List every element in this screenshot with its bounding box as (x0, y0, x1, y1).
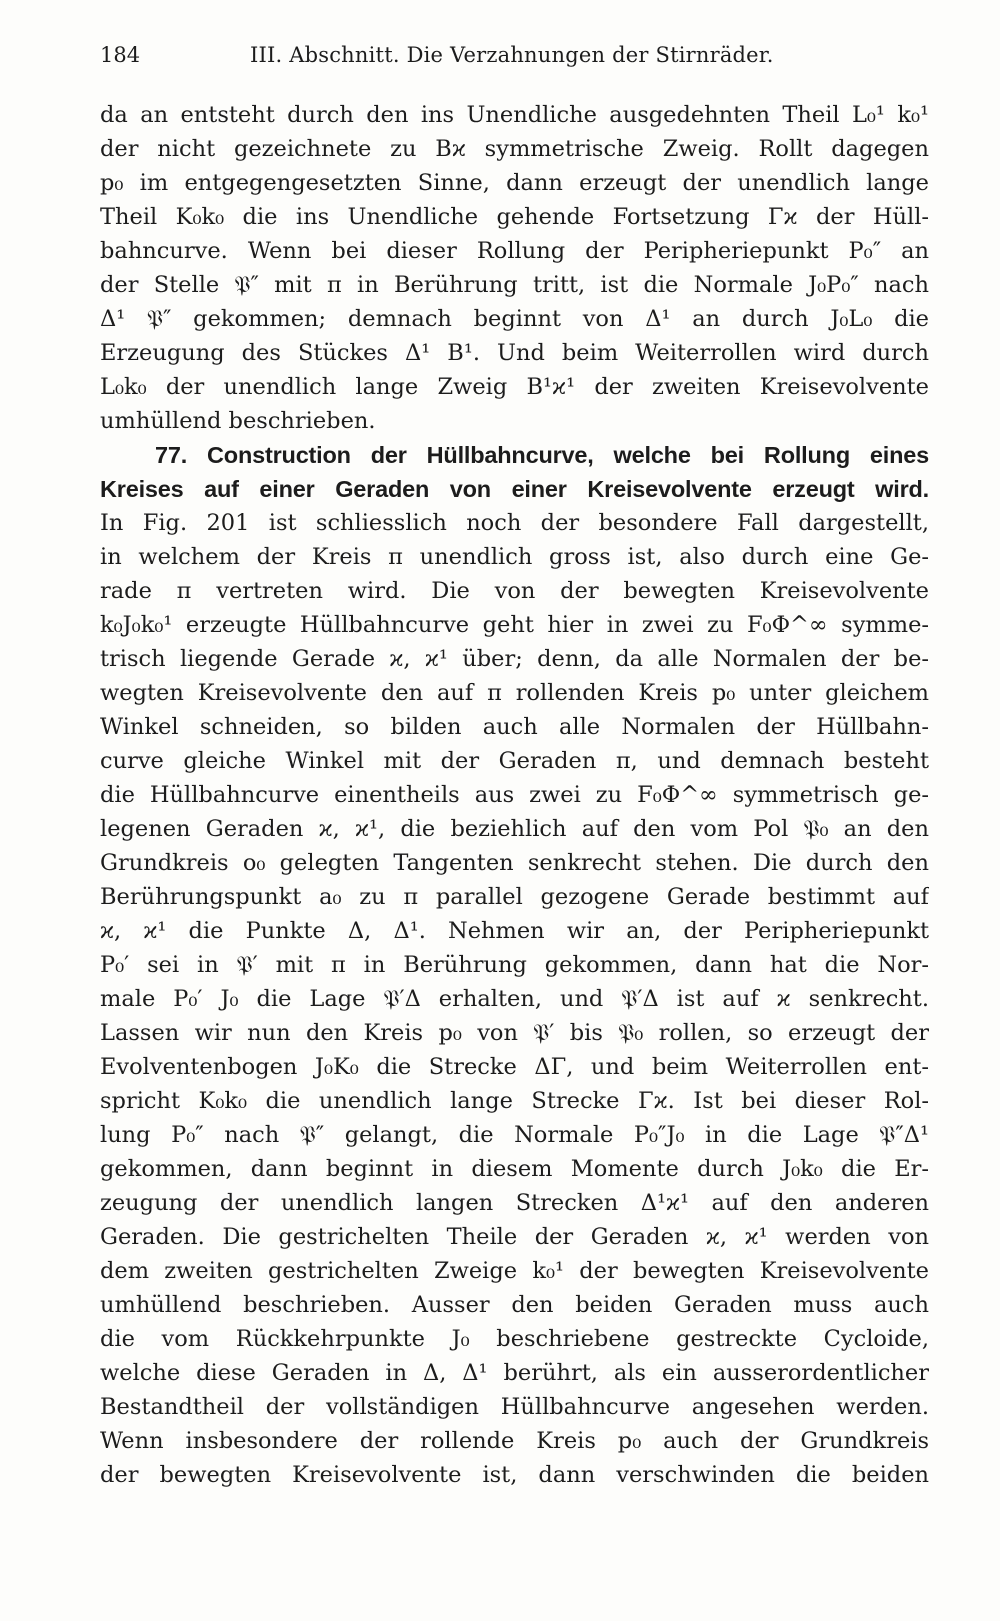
text-line: der bewegten Kreisevolvente ist, dann verschwinden die beiden (100, 1462, 929, 1488)
text-line: k₀J₀k₀¹ erzeugte Hüllbahncurve geht hier in zwei zu F₀Φ^∞ symme- (100, 612, 929, 638)
text-line: die vom Rückkehrpunkte J₀ beschriebene gestreckte Cycloide, (100, 1326, 929, 1352)
text-line: Winkel schneiden, so bilden auch alle Normalen der Hüllbahn- (100, 714, 929, 740)
text-line: Geraden. Die gestrichelten Theile der Geraden ϰ, ϰ¹ werden von (100, 1224, 929, 1250)
text-line: die Hüllbahncurve einentheils aus zwei zu F₀Φ^∞ symmetrisch ge- (100, 782, 929, 808)
section-title-text: Construction der Hüllbahncurve, welche bei Rollung eines (207, 442, 929, 468)
text-line: Evolventenbogen J₀K₀ die Strecke ΔΓ, und beim Weiterrollen ent- (100, 1054, 929, 1080)
text-body (100, 98, 929, 1492)
text-line: zeugung der unendlich langen Strecken Δ¹ϰ¹ auf den anderen (100, 1190, 929, 1216)
text-line: da an entsteht durch den ins Unendliche ausgedehnten Theil L₀¹ k₀¹ (100, 102, 929, 128)
running-header (100, 38, 930, 72)
page-number: 184 (100, 43, 141, 67)
section-heading-line: Kreises auf einer Geraden von einer Kreisevolvente erzeugt wird. (100, 476, 929, 502)
text-line: trisch liegende Gerade ϰ, ϰ¹ über; denn, da alle Normalen der be- (100, 646, 929, 672)
text-line: welche diese Geraden in Δ, Δ¹ berührt, als ein ausserordentlicher (100, 1360, 929, 1386)
running-title: III. Abschnitt. Die Verzahnungen der Stirnräder. (250, 43, 774, 67)
text-line: der nicht gezeichnete zu Bϰ symmetrische Zweig. Rollt dagegen (100, 136, 929, 162)
text-line: Bestandtheil der vollständigen Hüllbahncurve angesehen werden. (100, 1394, 929, 1420)
text-line: Berührungspunkt a₀ zu π parallel gezogene Gerade bestimmt auf (100, 884, 929, 910)
text-line: spricht K₀k₀ die unendlich lange Strecke Γϰ. Ist bei dieser Rol- (100, 1088, 929, 1114)
text-line: male P₀′ J₀ die Lage 𝔓′Δ erhalten, und 𝔓′Δ ist auf ϰ senkrecht. (100, 986, 929, 1012)
text-line: bahncurve. Wenn bei dieser Rollung der Peripheriepunkt P₀″ an (100, 238, 929, 264)
text-line: umhüllend beschrieben. (100, 408, 376, 434)
text-line: umhüllend beschrieben. Ausser den beiden Geraden muss auch (100, 1292, 929, 1318)
section-number: 77. (155, 442, 188, 468)
text-line: Theil K₀k₀ die ins Unendliche gehende Fortsetzung Γϰ der Hüll- (100, 204, 929, 230)
text-line: P₀′ sei in 𝔓′ mit π in Berührung gekommen, dann hat die Nor- (100, 952, 929, 978)
text-line: gekommen, dann beginnt in diesem Momente durch J₀k₀ die Er- (100, 1156, 929, 1182)
text-line: curve gleiche Winkel mit der Geraden π, und demnach besteht (100, 748, 929, 774)
text-line: Wenn insbesondere der rollende Kreis p₀ auch der Grundkreis (100, 1428, 929, 1454)
text-line: Δ¹ 𝔓″ gekommen; demnach beginnt von Δ¹ an durch J₀L₀ die (100, 306, 929, 332)
text-line: in welchem der Kreis π unendlich gross ist, also durch eine Ge- (100, 544, 929, 570)
text-line: Lassen wir nun den Kreis p₀ von 𝔓′ bis 𝔓₀ rollen, so erzeugt der (100, 1020, 929, 1046)
text-line: dem zweiten gestrichelten Zweige k₀¹ der bewegten Kreisevolvente (100, 1258, 929, 1284)
text-line: p₀ im entgegengesetzten Sinne, dann erzeugt der unendlich lange (100, 170, 929, 196)
text-line: In Fig. 201 ist schliesslich noch der besondere Fall dargestellt, (100, 510, 929, 536)
text-line: der Stelle 𝔓″ mit π in Berührung tritt, ist die Normale J₀P₀″ nach (100, 272, 929, 298)
text-line: Grundkreis o₀ gelegten Tangenten senkrecht stehen. Die durch den (100, 850, 929, 876)
section-heading-line (100, 438, 929, 472)
text-line: wegten Kreisevolvente den auf π rollenden Kreis p₀ unter gleichem (100, 680, 929, 706)
text-line: L₀k₀ der unendlich lange Zweig B¹ϰ¹ der zweiten Kreisevolvente (100, 374, 929, 400)
text-line: ϰ, ϰ¹ die Punkte Δ, Δ¹. Nehmen wir an, der Peripheriepunkt (100, 918, 929, 944)
text-line: lung P₀″ nach 𝔓″ gelangt, die Normale P₀″J₀ in die Lage 𝔓″Δ¹ (100, 1122, 929, 1148)
text-line: legenen Geraden ϰ, ϰ¹, die beziehlich auf den vom Pol 𝔓₀ an den (100, 816, 929, 842)
text-line: rade π vertreten wird. Die von der bewegten Kreisevolvente (100, 578, 929, 604)
text-line: Erzeugung des Stückes Δ¹ B¹. Und beim Weiterrollen wird durch (100, 340, 929, 366)
